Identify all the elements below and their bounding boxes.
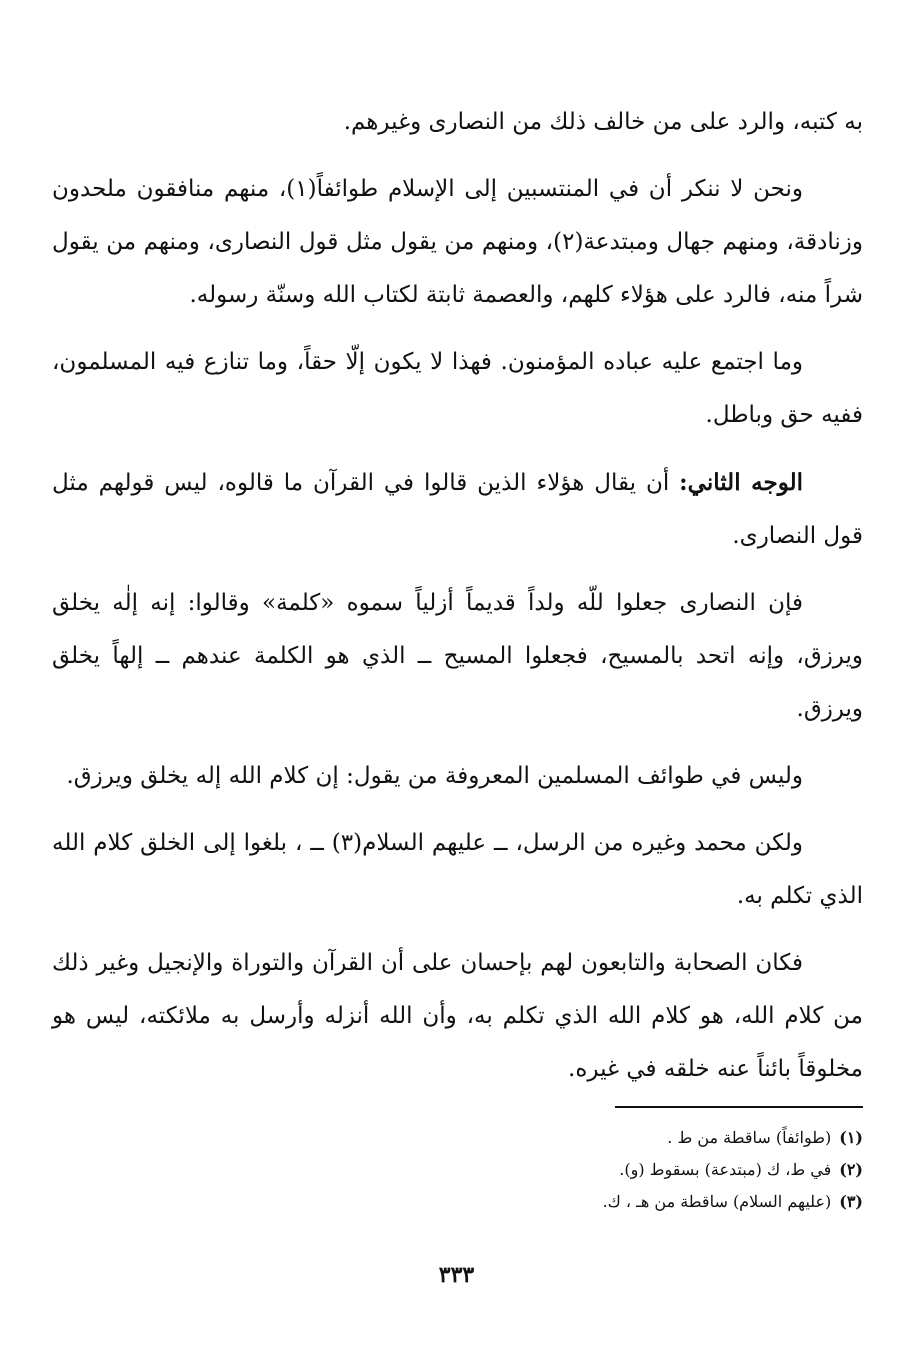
footnotes [52, 1122, 863, 1218]
footnote-number: (٣) [839, 1192, 863, 1211]
paragraph-text: فإن النصارى جعلوا للّه ولداً قديماً أزلياً سموه «كلمة» وقالوا: إنه إلٰه يخلق ويرزق، وإنه اتحد بالمسيح، فجعلوا المسيح ــ الذي هو الكلمة عندهم ــ إلهاً يخلق ويرزق. [52, 590, 863, 722]
paragraph-text: وليس في طوائف المسلمين المعروفة من يقول: إن كلام الله إله يخلق ويرزق. [66, 763, 803, 789]
paragraph-3 [52, 336, 863, 442]
paragraph-1 [52, 96, 863, 149]
footnote-number: (٢) [839, 1160, 863, 1179]
main-text [52, 96, 863, 1096]
paragraph-7 [52, 817, 863, 923]
footnote-number: (١) [839, 1128, 863, 1147]
paragraph-4 [52, 456, 863, 563]
paragraph-text: ولكن محمد وغيره من الرسل، ــ عليهم السلام(٣) ــ ، بلغوا إلى الخلق كلام الله الذي تكلم به. [52, 830, 863, 909]
paragraph-text: به كتبه، والرد على من خالف ذلك من النصارى وغيرهم. [343, 109, 863, 135]
paragraph-6 [52, 750, 863, 803]
paragraph-text: وما اجتمع عليه عباده المؤمنون. فهذا لا يكون إلّا حقاً، وما تنازع فيه المسلمون، ففيه حق وباطل. [52, 349, 863, 428]
paragraph-text: فكان الصحابة والتابعون لهم بإحسان على أن القرآن والتوراة والإنجيل وغير ذلك من كلام الله، هو كلام الله الذي تكلم به، وأن الله أنزله وأرسل به ملائكته، ليس هو مخلوقاً بائناً عنه خلقه في غيره. [52, 950, 863, 1082]
footnote-text: (عليهم السلام) ساقطة من هـ ، ك. [602, 1192, 832, 1211]
paragraph-2 [52, 163, 863, 322]
paragraph-5 [52, 577, 863, 736]
footnote-2 [52, 1154, 863, 1186]
footnote-divider [615, 1106, 863, 1108]
paragraph-text: ونحن لا ننكر أن في المنتسبين إلى الإسلام طوائفاً(١)، منهم منافقون ملحدون وزنادقة، ومنهم جهال ومبتدعة(٢)، ومنهم من يقول مثل قول النصارى، ومنهم من يقول شراً منه، فالرد على هؤلاء كلهم، والعصمة ثابتة لكتاب الله وسنّة رسوله. [52, 176, 863, 308]
paragraph-8 [52, 937, 863, 1096]
page-number: ٣٣٣ [438, 1262, 475, 1288]
paragraph-text: أن يقال هؤلاء الذين قالوا في القرآن ما قالوه، ليس قولهم مثل قول النصارى. [52, 470, 863, 549]
section-heading-inline: الوجه الثاني: [679, 469, 804, 496]
footnote-text: في ط، ك (مبتدعة) بسقوط (و). [619, 1160, 832, 1179]
footnote-3 [52, 1186, 863, 1218]
footnote-1 [52, 1122, 863, 1154]
footnote-text: (طوائفاً) ساقطة من ط . [667, 1128, 832, 1147]
